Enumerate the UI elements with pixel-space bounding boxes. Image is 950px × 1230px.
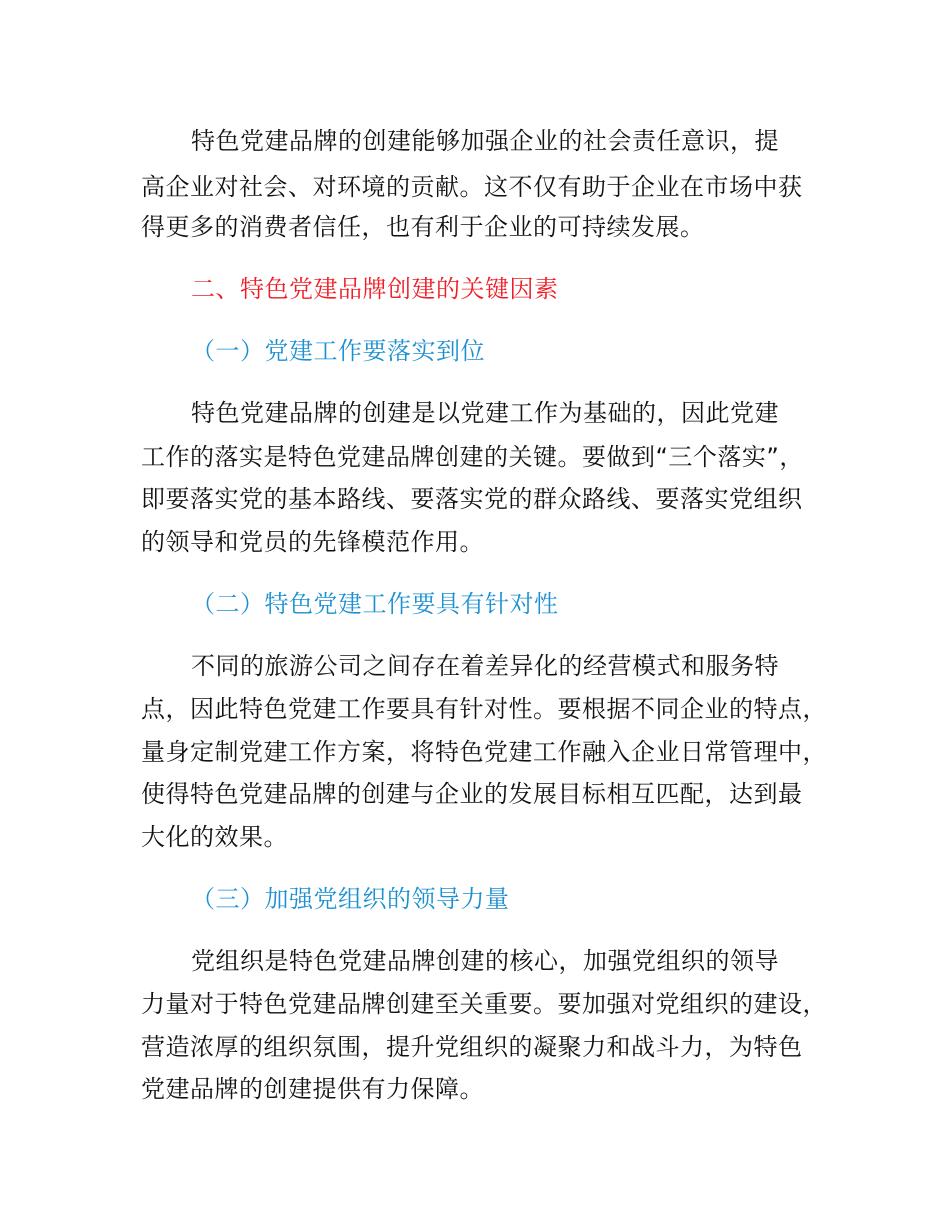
paragraph-line: 大化的效果。 — [141, 823, 288, 851]
subsection-heading-2: （二）特色党建工作要具有针对性 — [191, 590, 559, 618]
paragraph-line: 工作的落实是特色党建品牌创建的关键。要做到“三个落实”， — [141, 443, 804, 471]
paragraph-line: 使得特色党建品牌的创建与企业的发展目标相互匹配，达到最 — [141, 780, 803, 808]
paragraph-line: 不同的旅游公司之间存在着差异化的经营模式和服务特 — [191, 652, 779, 680]
paragraph-line: 特色党建品牌的创建是以党建工作为基础的，因此党建 — [191, 399, 779, 427]
subsection-heading-1: （一）党建工作要落实到位 — [191, 337, 485, 365]
section-heading: 二、特色党建品牌创建的关键因素 — [191, 275, 559, 303]
paragraph-line: 得更多的消费者信任，也有利于企业的可持续发展。 — [141, 213, 705, 241]
paragraph-line: 营造浓厚的组织氛围，提升党组织的凝聚力和战斗力，为特色 — [141, 1033, 803, 1061]
paragraph-line: 即要落实党的基本路线、要落实党的群众路线、要落实党组织 — [141, 485, 803, 513]
paragraph-line: 党组织是特色党建品牌创建的核心，加强党组织的领导 — [191, 947, 779, 975]
paragraph-line: 高企业对社会、对环境的贡献。这不仅有助于企业在市场中获 — [141, 173, 803, 201]
paragraph-line: 的领导和党员的先锋模范作用。 — [141, 528, 484, 556]
subsection-heading-3: （三）加强党组织的领导力量 — [191, 885, 510, 913]
paragraph-line: 点，因此特色党建工作要具有针对性。要根据不同企业的特点， — [141, 695, 827, 723]
paragraph-line: 党建品牌的创建提供有力保障。 — [141, 1075, 484, 1103]
paragraph-line: 力量对于特色党建品牌创建至关重要。要加强对党组织的建设， — [141, 990, 827, 1018]
paragraph-line: 量身定制党建工作方案，将特色党建工作融入企业日常管理中， — [141, 738, 827, 766]
paragraph-line: 特色党建品牌的创建能够加强企业的社会责任意识，提 — [191, 127, 779, 155]
